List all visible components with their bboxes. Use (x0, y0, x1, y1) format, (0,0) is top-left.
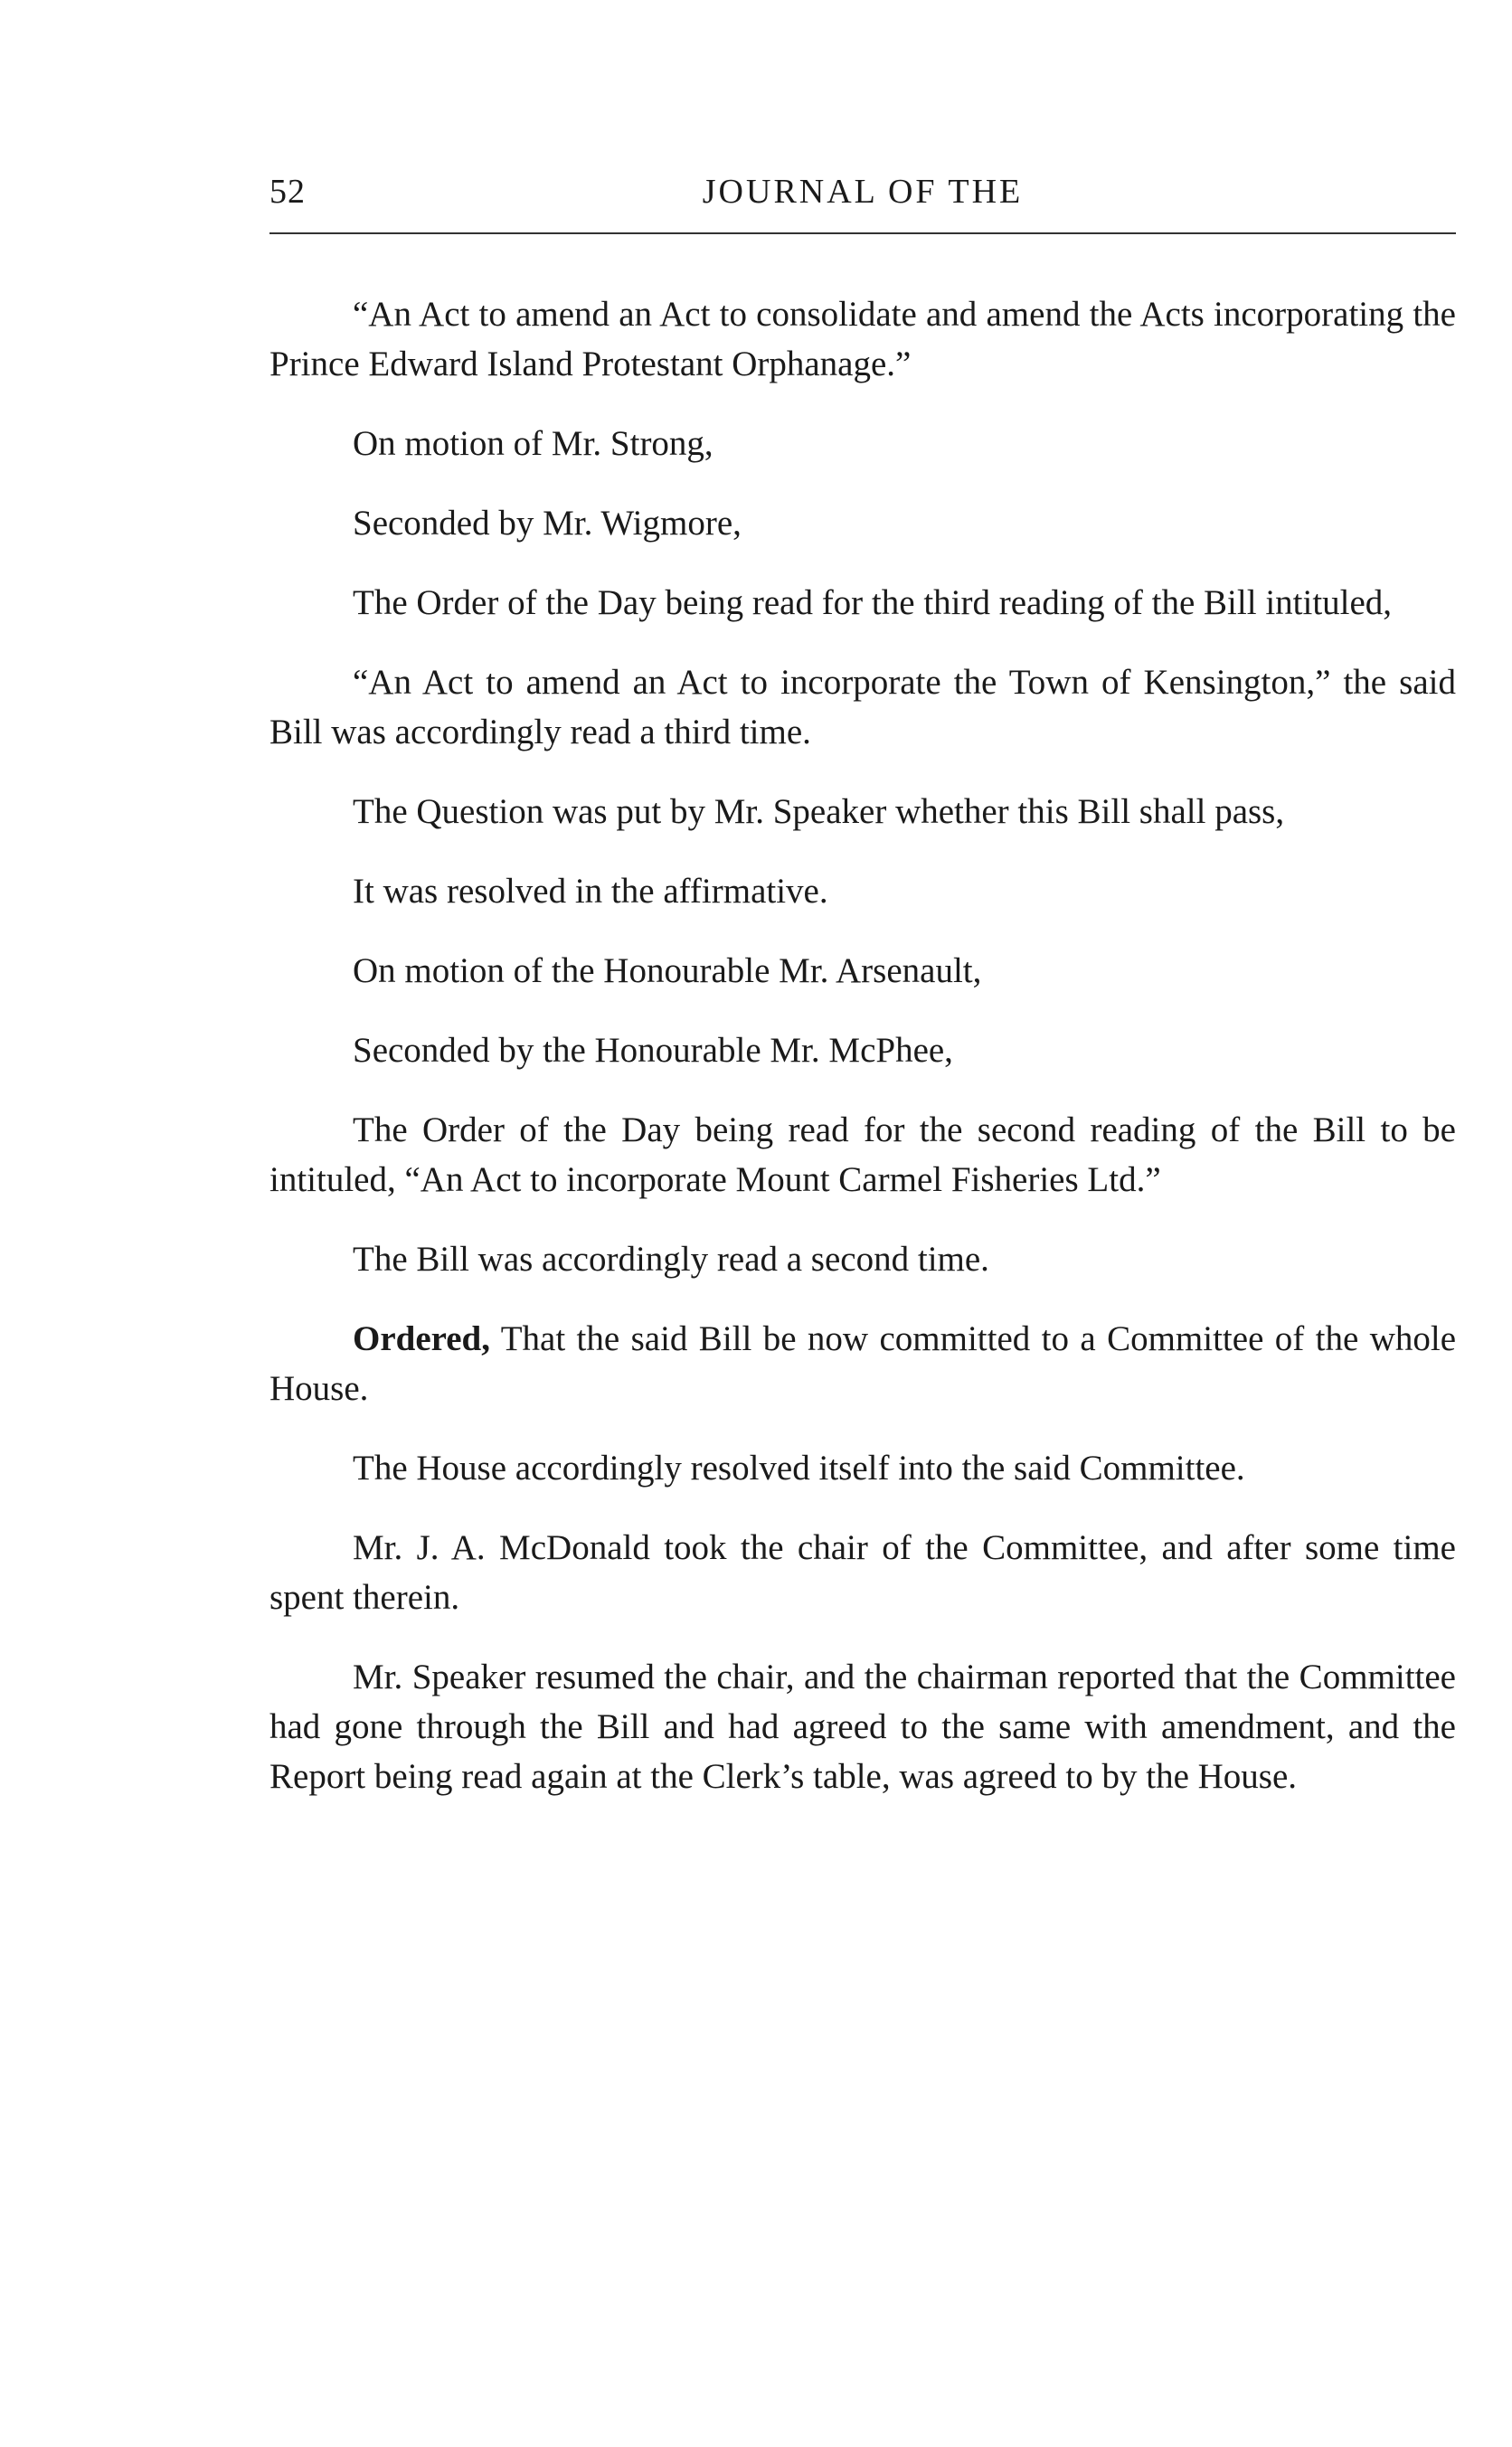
paragraph-seconded: Seconded by Mr. Wigmore, (353, 504, 742, 543)
paragraph-act-kensington: “An Act to amend an Act to incorporate the Town of Kensington,” the said Bill was accordingly read a third time. (269, 663, 1456, 751)
paragraph-read-second-time: The Bill was accordingly read a second time. (353, 1240, 989, 1279)
header-rule (269, 232, 1456, 234)
ordered-lead: Ordered, (353, 1319, 491, 1358)
paragraph-report: Mr. Speaker resumed the chair, and the chairman reported that the Committee had gone through the Bill and had agreed to the same with amendment, and the Report being read again at the Clerk’s table, was agreed to by the House. (269, 1658, 1456, 1796)
paragraph-chair: Mr. J. A. McDonald took the chair of the Committee, and after some time spent therein. (269, 1528, 1456, 1617)
paragraph-act-title: “An Act to amend an Act to consolidate and amend the Acts incorporating the Prince Edward Island Protestant Orphanage.” (269, 295, 1456, 383)
ordered-text: That the said Bill be now committed to a Committee of the whole House. (269, 1319, 1456, 1408)
paragraph-question: The Question was put by Mr. Speaker whether this Bill shall pass, (353, 792, 1285, 831)
paragraph-order-of-day: The Order of the Day being read for the third reading of the Bill intituled, (353, 583, 1393, 622)
page-number: 52 (269, 173, 306, 211)
page-header (269, 172, 1456, 217)
paragraph-house-resolved: The House accordingly resolved itself into the said Committee. (353, 1449, 1245, 1488)
running-head: JOURNAL OF THE (702, 173, 1024, 211)
paragraph-second-reading: The Order of the Day being read for the second reading of the Bill to be intituled, “An Act to incorporate Mount Carmel Fisheries Ltd.” (269, 1110, 1456, 1199)
journal-body (269, 289, 1456, 1831)
paragraph-ordered (269, 1314, 1456, 1413)
paragraph-motion: On motion of Mr. Strong, (353, 424, 713, 463)
paragraph-seconded-mcphee: Seconded by the Honourable Mr. McPhee, (353, 1031, 953, 1070)
paragraph-resolved: It was resolved in the affirmative. (353, 872, 828, 911)
paragraph-motion-arsenault: On motion of the Honourable Mr. Arsenault, (353, 951, 982, 990)
